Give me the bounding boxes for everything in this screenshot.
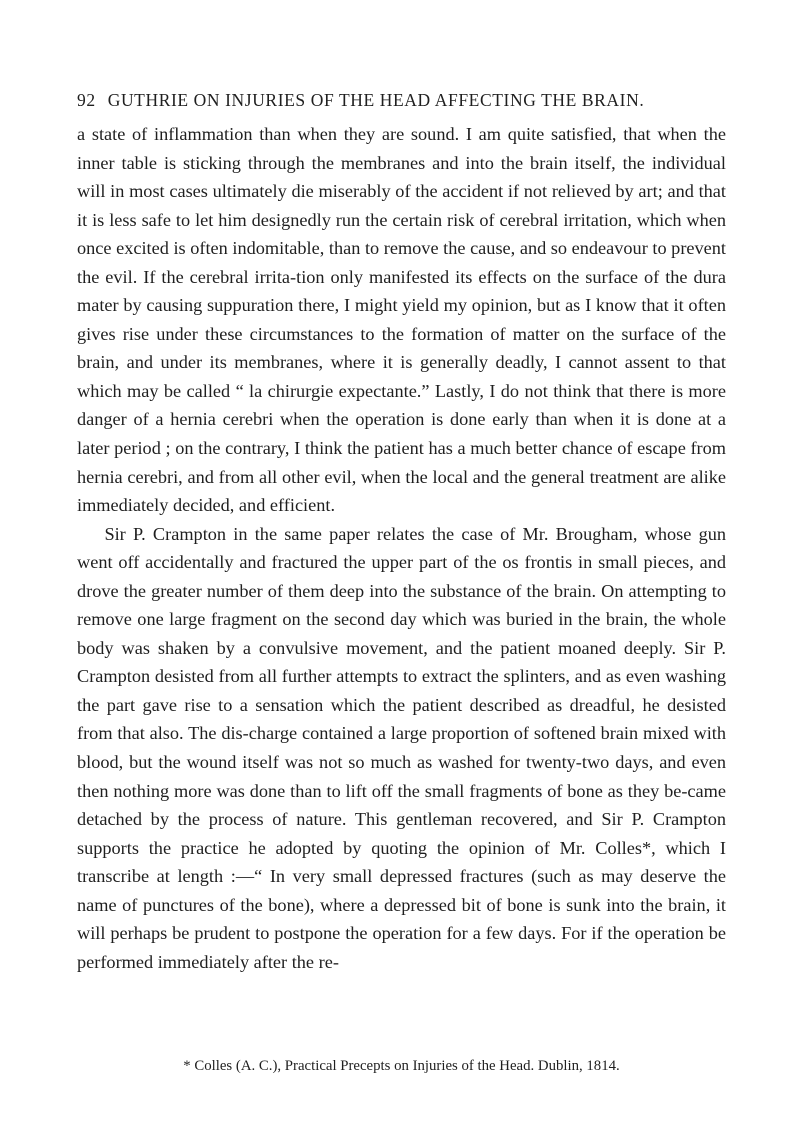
page-number: 92 [77,90,96,110]
book-page [77,88,726,1074]
footnote: * Colles (A. C.), Practical Precepts on Injuries of the Head. Dublin, 1814. [183,1058,620,1074]
running-header [77,88,726,112]
running-title: GUTHRIE ON INJURIES OF THE HEAD AFFECTING THE BRAIN. [107,90,645,110]
paragraph-2: Sir P. Crampton in the same paper relates the case of Mr. Brougham, whose gun went off accidentally and fractured the upper part of the os frontis in small pieces, and drove the greater number of them deep into the substance of the brain. On attempting to remove one large fragment on the second day which was buried in the brain, the whole body was shaken by a convulsive movement, and the patient moaned deeply. Sir P. Crampton desisted from all further attempts to extract the splinters, and as even washing the part gave rise to a sensation which the patient described as dreadful, he desisted from that also. The dis-charge contained a large proportion of softened brain mixed with blood, but the wound itself was not so much as washed for twenty-two days, and even then nothing more was done than to lift off the small fragments of bone as they be-came detached by the process of nature. This gentleman recovered, and Sir P. Crampton supports the practice he adopted by quoting the opinion of Mr. Colles*, which I transcribe at length :—“ In very small depressed fractures (such as may deserve the name of punctures of the bone), where a depressed bit of bone is sunk into the brain, it will perhaps be prudent to postpone the operation for a few days. For if the operation be performed immediately after the re- [77,523,726,972]
body-text [77,120,726,976]
paragraph-1: a state of inflammation than when they are sound. I am quite satisfied, that when the inner table is sticking through the membranes and into the brain itself, the individual will in most cases ultimately die miserably of the accident if not relieved by art; and that it is less safe to let him designedly run the certain risk of cerebral irritation, which when once excited is often indomitable, than to remove the cause, and so endeavour to prevent the evil. If the cerebral irrita-tion only manifested its effects on the surface of the dura mater by causing suppuration there, I might yield my opinion, but as I know that it often gives rise under these circumstances to the formation of matter on the surface of the brain, and under its membranes, where it is generally deadly, I cannot assent to that which may be called “ la chirurgie expectante.” Lastly, I do not think that there is more danger of a hernia cerebri when the operation is done early than when it is done at a later period ; on the contrary, I think the patient has a much better chance of escape from hernia cerebri, and from all other evil, when the local and the general treatment are alike immediately decided, and efficient. [77,124,726,516]
